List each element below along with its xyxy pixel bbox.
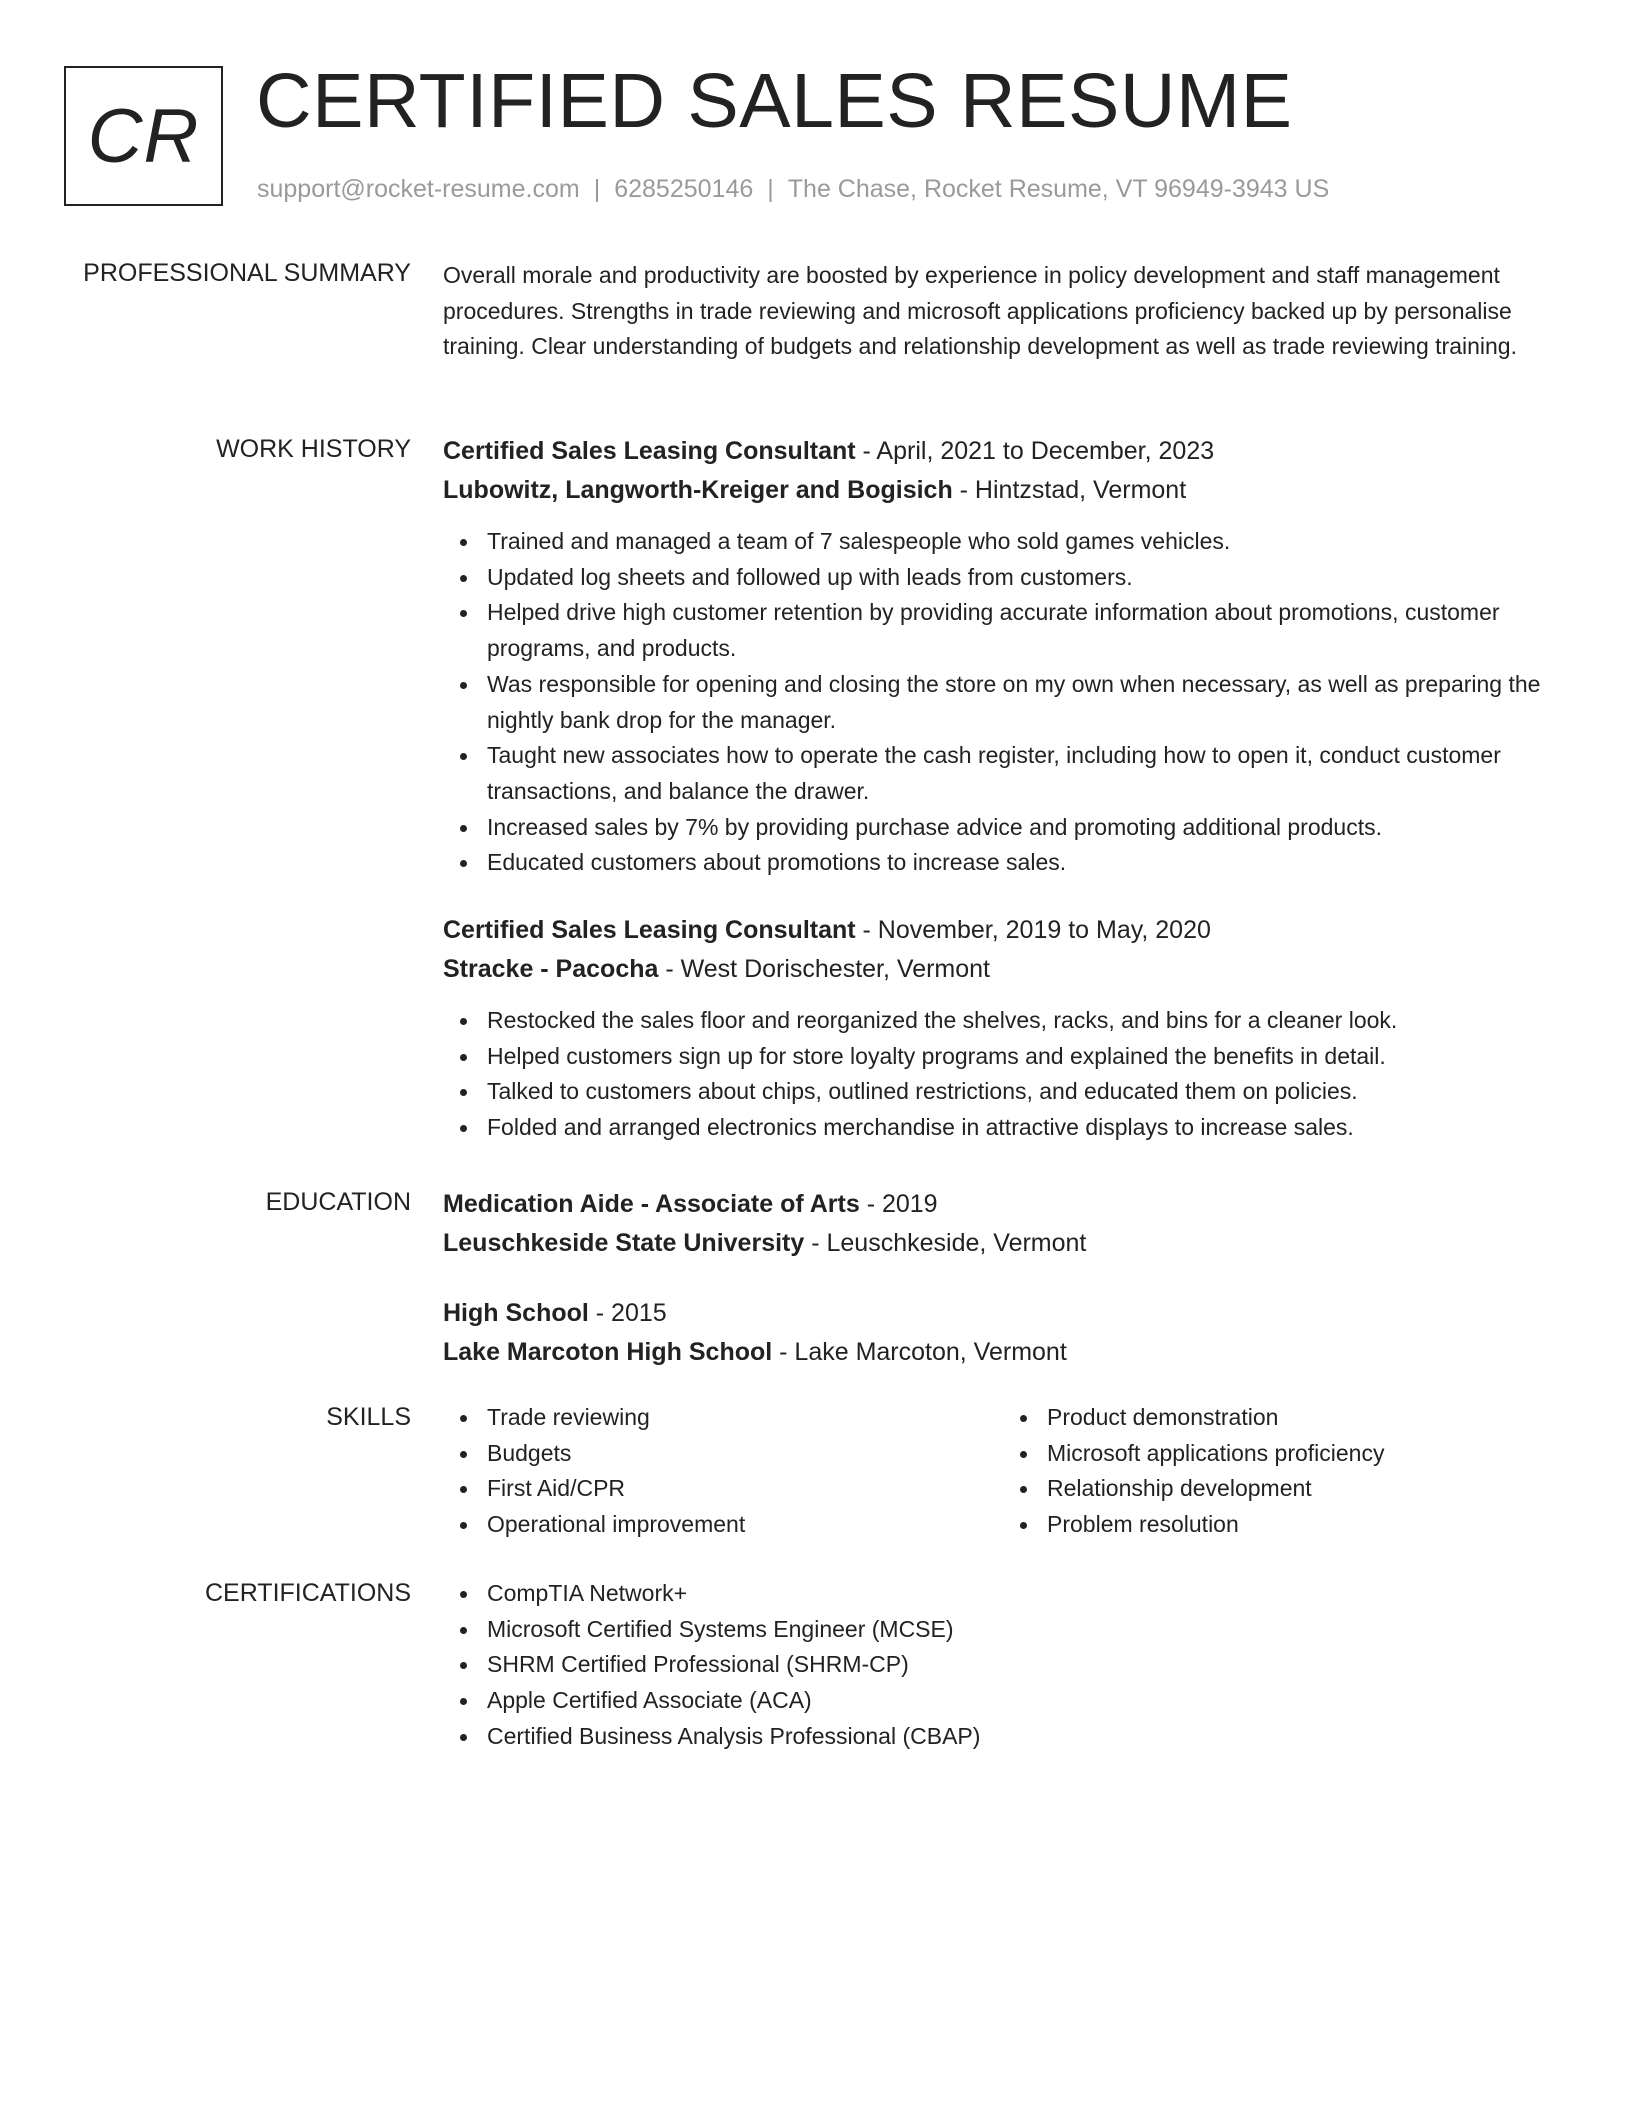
job-bullet: Helped customers sign up for store loyalty programs and explained the benefits in detail. xyxy=(487,1039,1563,1075)
school-location: - Lake Marcoton, Vermont xyxy=(772,1338,1067,1366)
section-heading: PROFESSIONAL SUMMARY xyxy=(83,259,411,287)
section-heading: WORK HISTORY xyxy=(216,435,411,463)
section-body xyxy=(443,256,1563,365)
section-body xyxy=(443,1576,1563,1755)
degree-year: - 2015 xyxy=(588,1299,667,1327)
school-line xyxy=(443,1333,1563,1372)
certification-item: Apple Certified Associate (ACA) xyxy=(487,1683,1563,1719)
job-company: Lubowitz, Langworth-Kreiger and Bogisich xyxy=(443,476,953,504)
job-title: Certified Sales Leasing Consultant xyxy=(443,437,856,465)
certification-item: CompTIA Network+ xyxy=(487,1576,1563,1612)
school: Lake Marcoton High School xyxy=(443,1338,773,1366)
school: Leuschkeside State University xyxy=(443,1229,805,1257)
degree-line xyxy=(443,1294,1563,1333)
degree: Medication Aide - Associate of Arts xyxy=(443,1190,860,1218)
certification-item: Certified Business Analysis Professional (CBAP) xyxy=(487,1719,1563,1755)
degree-line xyxy=(443,1185,1563,1224)
section-heading: CERTIFICATIONS xyxy=(204,1579,411,1607)
contact-email: support@rocket-resume.com xyxy=(257,175,580,203)
job-entry xyxy=(443,911,1563,1146)
job-bullets xyxy=(443,524,1563,881)
education-entry xyxy=(443,1185,1563,1263)
monogram-text: CR xyxy=(87,93,200,179)
job-location: - West Dorischester, Vermont xyxy=(658,955,990,984)
section-heading: SKILLS xyxy=(326,1403,411,1431)
job-bullet: Updated log sheets and followed up with leads from customers. xyxy=(487,560,1563,596)
job-bullet: Helped drive high customer retention by providing accurate information about promotions, customer programs, and products. xyxy=(487,595,1563,666)
school-location: - Leuschkeside, Vermont xyxy=(804,1229,1087,1257)
contact-separator: | xyxy=(767,175,774,203)
job-bullets xyxy=(443,1003,1563,1146)
skill-item: Budgets xyxy=(487,1436,1003,1472)
certifications-list xyxy=(443,1576,1563,1755)
degree-year: - 2019 xyxy=(859,1190,938,1218)
skill-item: Trade reviewing xyxy=(487,1400,1003,1436)
skill-item: First Aid/CPR xyxy=(487,1471,1003,1507)
section-body xyxy=(443,432,1563,1146)
monogram-logo xyxy=(64,66,223,206)
certification-item: Microsoft Certified Systems Engineer (MCSE) xyxy=(487,1612,1563,1648)
job-bullet: Trained and managed a team of 7 salespeople who sold games vehicles. xyxy=(487,524,1563,560)
certification-item: SHRM Certified Professional (SHRM-CP) xyxy=(487,1647,1563,1683)
job-bullet: Taught new associates how to operate the cash register, including how to open it, conduct customer transactions, and balance the drawer. xyxy=(487,738,1563,809)
job-bullet: Educated customers about promotions to increase sales. xyxy=(487,845,1563,881)
school-line xyxy=(443,1224,1563,1263)
summary-text: Overall morale and productivity are boosted by experience in policy development and staff management procedures. Strengths in trade reviewing and microsoft applications proficiency backed up by personalise training. Clear understanding of budgets and relationship development as well as trade reviewing training. xyxy=(443,262,1517,360)
skill-item: Product demonstration xyxy=(1047,1400,1563,1436)
skill-item: Operational improvement xyxy=(487,1507,1003,1543)
education-entry xyxy=(443,1294,1563,1372)
contact-address: The Chase, Rocket Resume, VT 96949-3943 US xyxy=(787,175,1330,203)
skill-item: Microsoft applications proficiency xyxy=(1047,1436,1563,1472)
job-bullet: Restocked the sales floor and reorganized the shelves, racks, and bins for a cleaner look. xyxy=(487,1003,1563,1039)
resume-title: CERTIFIED SALES RESUME xyxy=(256,58,1293,144)
contact-phone: 6285250146 xyxy=(614,175,754,203)
job-dates: - November, 2019 to May, 2020 xyxy=(855,916,1211,945)
contact-separator: | xyxy=(593,175,601,203)
job-title-line xyxy=(443,432,1563,471)
job-entry xyxy=(443,432,1563,881)
section-body xyxy=(443,1400,1563,1543)
job-title: Certified Sales Leasing Consultant xyxy=(443,916,856,945)
skill-item: Problem resolution xyxy=(1047,1507,1563,1543)
job-company: Stracke - Pacocha xyxy=(443,955,659,984)
section-heading: EDUCATION xyxy=(265,1188,411,1216)
skills-column-left xyxy=(443,1400,1003,1543)
section-body xyxy=(443,1185,1563,1372)
job-company-line xyxy=(443,950,1563,989)
job-bullet: Talked to customers about chips, outlined restrictions, and educated them on policies. xyxy=(487,1074,1563,1110)
degree: High School xyxy=(443,1299,589,1327)
skills-column-right xyxy=(1003,1400,1563,1543)
job-title-line xyxy=(443,911,1563,950)
job-bullet: Increased sales by 7% by providing purchase advice and promoting additional products. xyxy=(487,810,1563,846)
job-company-line xyxy=(443,471,1563,510)
job-location: - Hintzstad, Vermont xyxy=(952,476,1187,504)
skill-item: Relationship development xyxy=(1047,1471,1563,1507)
job-bullet: Folded and arranged electronics merchandise in attractive displays to increase sales. xyxy=(487,1110,1563,1146)
skills-grid xyxy=(443,1400,1563,1543)
job-bullet: Was responsible for opening and closing the store on my own when necessary, as well as preparing the nightly bank drop for the manager. xyxy=(487,667,1563,738)
job-dates: - April, 2021 to December, 2023 xyxy=(855,437,1215,465)
contact-line xyxy=(257,174,1329,204)
